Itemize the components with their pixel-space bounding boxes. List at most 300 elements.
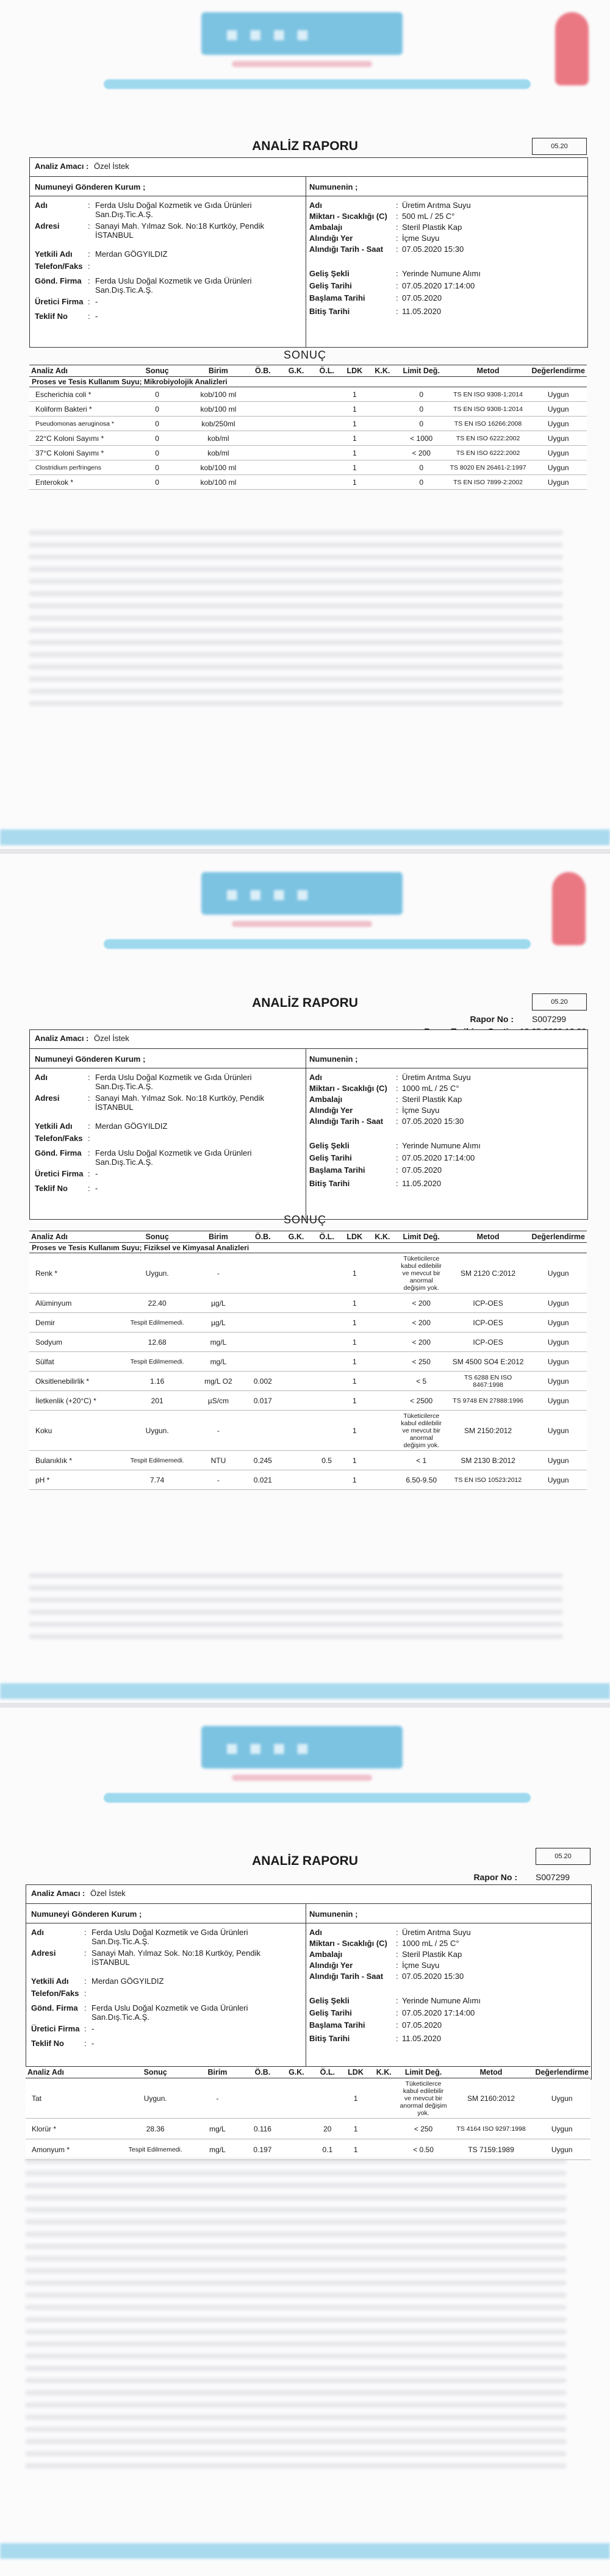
cell-ol [313,446,341,460]
cell-eval: Uygun [533,2119,590,2139]
cell-ldk: 1 [341,431,369,446]
cell-ol: 0.1 [314,2139,342,2160]
colon: : [84,1928,87,1937]
sender-adi-label: Adı [31,1928,44,1937]
colon: : [88,276,90,285]
cell-name: Oksitlenebilirlik * [29,1372,124,1391]
cell-gk [279,2139,313,2160]
sender-teklif-label: Teklif No [35,312,68,321]
cell-eval: Uygun [529,1313,587,1333]
cell-ob [246,1411,279,1451]
cell-method: TS 9748 EN 27888:1996 [447,1391,530,1411]
colon: : [396,269,398,278]
cell-unit: mg/L [190,1333,246,1352]
table-row [29,431,587,446]
cell-eval: Uygun [529,1333,587,1352]
footnotes-blurred [29,1573,562,1647]
cell-unit: µg/L [190,1313,246,1333]
colon: : [84,1977,87,1986]
cell-limit: < 200 [396,1313,447,1333]
cell-ldk: 1 [342,2078,370,2119]
page-footer-stripe [0,829,610,845]
colon: : [396,212,398,221]
cell-eval: Uygun [529,1411,587,1451]
cell-gk [279,475,313,490]
cell-unit: kob/100 ml [190,387,246,402]
footnotes-blurred [26,2159,566,2476]
cell-limit: < 2500 [396,1391,447,1411]
sample-alinma-label: Alındığı Tarih - Saat [309,1972,384,1981]
cell-name: Bulanıklık * [29,1451,124,1470]
cell-unit: - [190,1253,246,1293]
form-code: 05.20 [536,1848,590,1865]
cell-ldk: 1 [340,1333,368,1352]
sender-uretici: - [95,297,98,306]
cell-method: SM 4500 SO4 E:2012 [447,1352,530,1372]
colon: : [396,1996,398,2005]
results-table [29,1231,587,1490]
colon: : [396,1928,398,1937]
cell-ol [313,1391,341,1411]
report-no-label: Rapor No : [470,1014,514,1024]
cell-ob [246,460,280,475]
sample-gelis: 07.05.2020 17:14:00 [402,281,475,290]
cell-result: Tespit Edilmemedi. [124,1451,190,1470]
colon: : [88,1093,90,1103]
cell-kk [368,431,396,446]
sample-adi: Üretim Arıtma Suyu [402,1928,471,1937]
sender-adres-label: Adresi [35,221,60,231]
cell-ob [246,1253,279,1293]
sample-ambalaj-label: Ambalajı [309,223,343,232]
colon: : [396,1073,398,1082]
cell-method: TS EN ISO 6222:2002 [447,446,530,460]
cell-eval: Uygun [529,417,587,431]
cell-kk [368,1253,396,1293]
colon: : [88,297,90,306]
cell-eval: Uygun [529,460,587,475]
cell-ldk: 1 [340,1411,368,1451]
cell-gk [279,1352,313,1372]
sender-yetkili-label: Yetkili Adı [35,1122,73,1131]
cell-gk [279,387,313,402]
sample-alindigi: İçme Suyu [402,1106,440,1115]
cell-ol [313,1372,341,1391]
table-row [29,417,587,431]
sender-uretici: - [92,2024,95,2033]
colon: : [84,2024,87,2033]
cell-ol [313,1411,341,1451]
sender-adres-label: Adresi [31,1948,56,1958]
table-row [29,1391,587,1411]
cell-name: Klorür * [26,2119,121,2139]
cell-name: 37°C Koloni Sayımı * [29,446,124,460]
cell-ldk: 1 [341,402,369,417]
purpose-label: Analiz Amacı : [35,1034,89,1043]
column-header: K.K. [368,1231,396,1243]
cell-gk [279,417,313,431]
sample-alinma-label: Alındığı Tarih - Saat [309,1117,384,1126]
cell-gk [279,446,313,460]
report-title: ANALİZ RAPORU [252,996,358,1010]
sender-yetkili-label: Yetkili Adı [35,249,73,259]
cell-ob: 0.197 [246,2139,280,2160]
cell-gk [279,431,313,446]
cell-method: TS EN ISO 9308-1:2014 [447,402,530,417]
cell-unit: kob/ml [190,431,246,446]
colon: : [396,2034,398,2043]
sample-info-box [29,157,588,348]
cell-kk [368,460,396,475]
cell-name: 22°C Koloni Sayımı * [29,431,124,446]
sample-gelis_sekli-label: Geliş Şekli [309,1996,350,2005]
cell-eval: Uygun [529,387,587,402]
sender-gond: Ferda Uslu Doğal Kozmetik ve Gıda Ürünleri San.Dış.Tic.A.Ş. [95,1148,252,1167]
cell-eval: Uygun [529,1352,587,1372]
cell-limit: < 200 [396,1333,447,1352]
column-header: Birim [190,1231,246,1243]
table-header [26,2067,590,2078]
cell-gk [279,1411,313,1451]
cell-ldk: 1 [340,1293,368,1313]
cell-ol [313,1293,341,1313]
cell-result: 7.74 [124,1470,190,1490]
cell-ob [246,417,280,431]
cell-ldk: 1 [340,1451,368,1470]
column-header: K.K. [368,365,396,377]
cell-ldk: 1 [342,2119,370,2139]
cell-eval: Uygun [529,1391,587,1411]
cell-method: TS 4164 ISO 9297:1998 [449,2119,534,2139]
cell-method: TS 7159:1989 [449,2139,534,2160]
colon: : [88,249,90,259]
colon: : [396,1084,398,1093]
cell-name: İletkenlik (+20°C) * [29,1391,124,1411]
column-header: Sonuç [121,2067,189,2078]
colon: : [396,1165,398,1175]
cell-name: Clostridium perfringens [29,460,124,475]
cell-result: Uygun. [121,2078,189,2119]
colon: : [396,281,398,290]
sample-bitis-label: Bitiş Tarihi [309,2034,350,2043]
page-footer-stripe [0,1683,610,1699]
colon: : [396,234,398,243]
cell-unit: NTU [190,1451,246,1470]
sample-gelis_sekli: Yerinde Numune Alımı [402,1141,481,1150]
cell-ob [246,431,280,446]
cell-name: Escherichia coli * [29,387,124,402]
sample-alindigi-label: Alındığı Yer [309,234,353,243]
sample-baslama: 07.05.2020 [402,293,442,302]
cell-eval: Uygun [529,1372,587,1391]
sample-miktar: 500 mL / 25 C° [402,212,455,221]
sender-heading: Numuneyi Gönderen Kurum ; [31,1909,142,1919]
logo-subtitle [232,61,372,67]
cell-ldk: 1 [341,446,369,460]
cell-ol [313,1313,341,1333]
cell-name: Sodyum [29,1333,124,1352]
column-header: Ö.L. [313,365,341,377]
sample-alinma: 07.05.2020 15:30 [402,1972,464,1981]
column-header: Limit Değ. [396,1231,447,1243]
colon: : [396,2020,398,2030]
cell-kk [368,446,396,460]
sample-gelis-label: Geliş Tarihi [309,1153,352,1162]
sample-gelis-label: Geliş Tarihi [309,281,352,290]
table-row [26,2078,590,2119]
column-header: Sonuç [124,1231,190,1243]
cell-gk [279,1313,313,1333]
cell-ob [246,1352,279,1372]
sender-adi: Ferda Uslu Doğal Kozmetik ve Gıda Ürünleri San.Dış.Tic.A.Ş. [95,201,252,219]
sample-ambalaj: Steril Plastik Kap [402,223,462,232]
report-title: ANALİZ RAPORU [252,139,358,153]
column-header: Metod [447,1231,530,1243]
cell-unit: mg/L [189,2119,245,2139]
column-header: Değerlendirme [529,1231,587,1243]
cell-limit: < 0.50 [398,2139,448,2160]
cell-name: pH * [29,1470,124,1490]
column-header: Ö.B. [246,365,280,377]
sender-teklif: - [95,312,98,321]
purpose-label: Analiz Amacı : [35,162,89,171]
sender-teklif: - [95,1184,98,1193]
table-header [29,1231,587,1243]
cell-result: 0 [124,475,190,490]
cell-kk [368,1333,396,1352]
cell-result: 28.36 [121,2119,189,2139]
cell-ol [313,1253,341,1293]
cell-limit: 0 [396,475,447,490]
cell-limit: 0 [396,402,447,417]
cell-limit: Tüketicilerce kabul edilebilir ve mevcut bir anormal değişim yok. [396,1253,447,1293]
cell-result: 0 [124,460,190,475]
cell-kk [368,1372,396,1391]
colon: : [88,262,90,271]
sample-adi-label: Adı [309,1928,322,1937]
cell-gk [279,1451,313,1470]
table-row [26,2119,590,2139]
cell-ol [313,460,341,475]
sample-baslama-label: Başlama Tarihi [309,293,365,302]
sender-adres-label: Adresi [35,1093,60,1103]
cell-method: ICP-OES [447,1313,530,1333]
table-row [29,1333,587,1352]
cell-gk [279,460,313,475]
sender-yetkili: Merdan GÖGYILDIZ [95,1122,168,1131]
sample-miktar: 1000 mL / 25 C° [402,1939,459,1948]
results-table [29,365,587,490]
cell-limit: 0 [396,417,447,431]
column-header: Limit Değ. [398,2067,448,2078]
cell-gk [279,1391,313,1411]
colon: : [396,1950,398,1959]
sample-bitis-label: Bitiş Tarihi [309,307,350,316]
cell-result: Tespit Edilmemedi. [124,1352,190,1372]
cell-kk [368,1391,396,1411]
cell-unit: - [190,1411,246,1451]
sample-adi: Üretim Arıtma Suyu [402,1073,471,1082]
column-header: K.K. [370,2067,398,2078]
cell-ldk: 1 [340,1470,368,1490]
sender-yetkili: Merdan GÖGYILDIZ [92,1977,164,1986]
cell-limit: 0 [396,387,447,402]
sender-tel-label: Telefon/Faks [35,1134,83,1143]
section-row [29,377,587,387]
cell-method: ICP-OES [447,1333,530,1352]
sample-heading: Numunenin ; [309,182,358,191]
cell-kk [368,1470,396,1490]
sender-adi: Ferda Uslu Doğal Kozmetik ve Gıda Ürünleri San.Dış.Tic.A.Ş. [92,1928,248,1946]
column-header: LDK [342,2067,370,2078]
cell-ldk: 1 [340,1352,368,1372]
sender-adi: Ferda Uslu Doğal Kozmetik ve Gıda Ürünleri San.Dış.Tic.A.Ş. [95,1073,252,1091]
sender-heading: Numuneyi Gönderen Kurum ; [35,182,146,191]
column-header: Analiz Adı [29,1231,124,1243]
cell-ob [246,2078,280,2119]
column-header: Ö.B. [246,1231,279,1243]
cell-name: Koku [29,1411,124,1451]
cell-eval: Uygun [529,1470,587,1490]
cell-name: Sülfat [29,1352,124,1372]
table-row [29,1253,587,1293]
cell-unit: kob/ml [190,446,246,460]
column-header: Değerlendirme [529,365,587,377]
cell-kk [370,2119,398,2139]
cell-limit: < 5 [396,1372,447,1391]
table-row [26,2139,590,2160]
cell-result: Uygun. [124,1411,190,1451]
cell-result: 0 [124,402,190,417]
colon: : [396,1106,398,1115]
cell-unit: kob/100 ml [190,460,246,475]
sender-adres: Sanayi Mah. Yılmaz Sok. No:18 Kurtköy, Pendik İSTANBUL [92,1948,260,1967]
cell-result: 1.16 [124,1372,190,1391]
colon: : [88,221,90,231]
cell-ob: 0.021 [246,1470,279,1490]
cell-ol [313,1470,341,1490]
report-no: S007299 [536,1872,570,1882]
column-header: Analiz Adı [26,2067,121,2078]
table-row [29,1451,587,1470]
sample-alindigi-label: Alındığı Yer [309,1961,353,1970]
table-row [29,446,587,460]
cell-name: Tat [26,2078,121,2119]
colon: : [84,2039,87,2048]
cell-kk [368,1411,396,1451]
column-header: Ö.B. [246,2067,280,2078]
table-row [29,1372,587,1391]
cell-kk [368,387,396,402]
report-title: ANALİZ RAPORU [252,1854,358,1868]
section-row [29,1243,587,1253]
table-row [29,1352,587,1372]
column-header: G.K. [279,365,313,377]
logo-subtitle [232,921,372,927]
cell-method: TS 6288 EN ISO 8467:1998 [447,1372,530,1391]
footnotes-blurred [29,531,562,714]
cell-gk [279,1293,313,1313]
colon: : [88,1134,90,1143]
column-header: Birim [189,2067,245,2078]
cell-ol [313,402,341,417]
cell-ldk: 1 [341,460,369,475]
section-title: Proses ve Tesis Kullanım Suyu; Mikrobiyolojik Analizleri [29,377,587,387]
page-footer-stripe [0,2543,610,2559]
column-header: Değerlendirme [533,2067,590,2078]
colon: : [88,312,90,321]
cell-eval: Uygun [529,475,587,490]
cell-result: Tespit Edilmemedi. [121,2139,189,2160]
colon: : [396,307,398,316]
table-row [29,1293,587,1313]
cell-limit: < 200 [396,1293,447,1313]
sample-gelis_sekli: Yerinde Numune Alımı [402,269,481,278]
cell-gk [279,1372,313,1391]
sender-gond: Ferda Uslu Doğal Kozmetik ve Gıda Ürünleri San.Dış.Tic.A.Ş. [92,2003,248,2022]
cell-method: SM 2150:2012 [447,1411,530,1451]
colon: : [396,223,398,232]
cell-unit: kob/100 ml [190,402,246,417]
table-row [29,475,587,490]
sender-adi-label: Adı [35,1073,48,1082]
column-header: LDK [341,365,369,377]
sample-alindigi-label: Alındığı Yer [309,1106,353,1115]
sender-uretici-label: Üretici Firma [35,297,84,306]
cell-kk [370,2139,398,2160]
sender-adres: Sanayi Mah. Yılmaz Sok. No:18 Kurtköy, Pendik İSTANBUL [95,221,264,240]
cell-name: Enterokok * [29,475,124,490]
cell-ob [246,1293,279,1313]
purpose-label: Analiz Amacı : [31,1889,85,1898]
colon: : [84,1948,87,1958]
cell-ob: 0.116 [246,2119,280,2139]
cell-gk [279,402,313,417]
purpose-value: Özel İstek [94,1034,129,1043]
cell-method: SM 2120 C:2012 [447,1253,530,1293]
cell-ldk: 1 [341,417,369,431]
table-row [29,402,587,417]
cell-limit: 0 [396,460,447,475]
cell-name: Koliform Bakteri * [29,402,124,417]
cell-limit: < 250 [396,1352,447,1372]
cell-gk [279,2119,313,2139]
cell-kk [368,475,396,490]
colon: : [84,2003,87,2012]
cell-method: TS EN ISO 6222:2002 [447,431,530,446]
colon: : [88,1073,90,1082]
section-title: Proses ve Tesis Kullanım Suyu; Fiziksel ve Kimyasal Analizleri [29,1243,587,1253]
colon: : [396,1141,398,1150]
sender-adi-label: Adı [35,201,48,210]
cell-gk [279,1470,313,1490]
sample-gelis: 07.05.2020 17:14:00 [402,1153,475,1162]
cell-kk [368,1451,396,1470]
cell-ob [246,1313,279,1333]
cell-kk [368,417,396,431]
cell-eval: Uygun [529,1293,587,1313]
cell-ob [246,387,280,402]
sample-baslama: 07.05.2020 [402,1165,442,1175]
result-heading: SONUÇ [283,1214,326,1226]
column-header: Metod [447,365,530,377]
sample-miktar-label: Miktarı - Sıcaklığı (C) [309,1939,387,1948]
cell-limit: < 200 [396,446,447,460]
colon: : [396,2008,398,2017]
colon: : [88,201,90,210]
sample-info-box [26,1884,592,2080]
cell-kk [370,2078,398,2119]
